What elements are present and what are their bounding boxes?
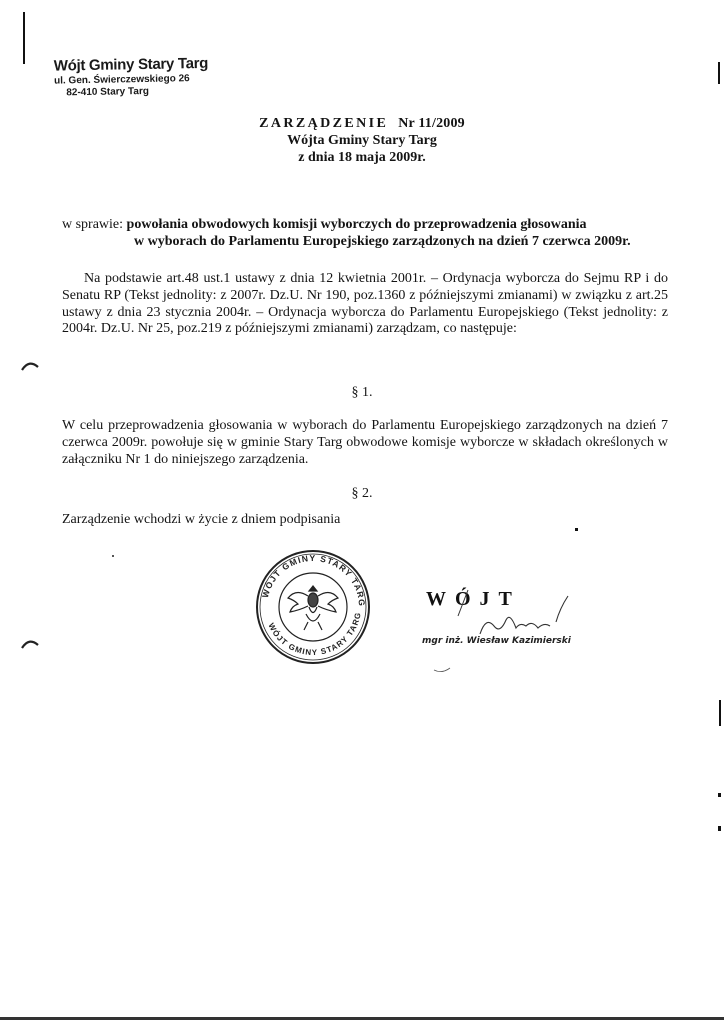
scan-edge-mark-right-mid [719, 700, 721, 726]
stray-ink-dot [575, 528, 578, 531]
punch-hole-mark-icon [20, 636, 40, 650]
subject-prefix: w sprawie: [62, 217, 124, 232]
section-2-heading: § 2. [351, 486, 373, 501]
office-header-stamp [54, 54, 235, 98]
scan-edge-mark-top-left [23, 12, 25, 64]
legal-basis-paragraph: Na podstawie art.48 ust.1 ustawy z dnia 12 kwietnia 2001r. – Ordynacja wyborcza do Sejmu RP i do Senatu RP (Tekst jednolity: z 2007r. Dz.U. Nr 190, poz.1360 z późniejszymi zmianami) w związku z art.25 ustawy z dnia 23 stycznia 2004r. – Ordynacja wyborcza do Parlamentu Europejskiego (Tekst jednolity: z 2004r. Dz.U. Nr 25, poz.219 z późniejszymi zmianami) zarządzam, co następuje: [62, 271, 668, 337]
signature-block [420, 582, 620, 692]
stamp-line-office: Wójt Gminy Stary Targ [53, 54, 209, 75]
title-word: ZARZĄDZENIE [259, 116, 389, 131]
subject-block [62, 216, 672, 250]
section-1-paragraph: W celu przeprowadzenia głosowania w wyborach do Parlamentu Europejskiego zarządzonych na dzień 7 czerwca 2009r. powołuje się w gminie Stary Targ obwodowe komisje wyborcze w składach określonych w załączniku Nr 1 do niniejszego zarządzenia. [62, 418, 668, 467]
punch-hole-mark-icon [20, 358, 40, 372]
scan-edge-mark-right-top [718, 62, 720, 84]
scan-bottom-line [0, 1017, 724, 1020]
official-round-seal-icon [254, 548, 372, 666]
seal-ring-text-top: WÓJT GMINY STARY TARG [259, 552, 368, 608]
signatory-title: WÓJT [426, 588, 521, 610]
seal-ring-text-bottom: WÓJT GMINY STARY TARG [266, 610, 363, 658]
section-2-paragraph: Zarządzenie wchodzi w życie z dniem podpisania [62, 512, 341, 527]
document-title [0, 116, 724, 166]
scan-edge-mark-right-dot [718, 793, 721, 797]
stamp-line-postcode: 82-410 Stary Targ [66, 85, 149, 99]
section-1-heading: § 1. [351, 385, 373, 400]
subject-line-1: powołania obwodowych komisji wyborczych do przeprowadzenia głosowania [126, 217, 587, 232]
scan-edge-mark-right-dot-2 [718, 826, 721, 831]
signatory-name: mgr inż. Wiesław Kazimierski [422, 636, 571, 646]
subject-line-2: w wyborach do Parlamentu Europejskiego zarządzonych na dzień 7 czerwca 2009r. [134, 234, 631, 249]
title-number: Nr 11/2009 [398, 116, 465, 131]
title-line-issuer: Wójta Gminy Stary Targ [287, 133, 437, 148]
stamp-line-street: ul. Gen. Świerczewskiego 26 [53, 73, 190, 87]
title-line-1 [0, 116, 724, 132]
title-line-date: z dnia 18 maja 2009r. [298, 150, 426, 165]
stray-ink-dot [112, 555, 114, 557]
